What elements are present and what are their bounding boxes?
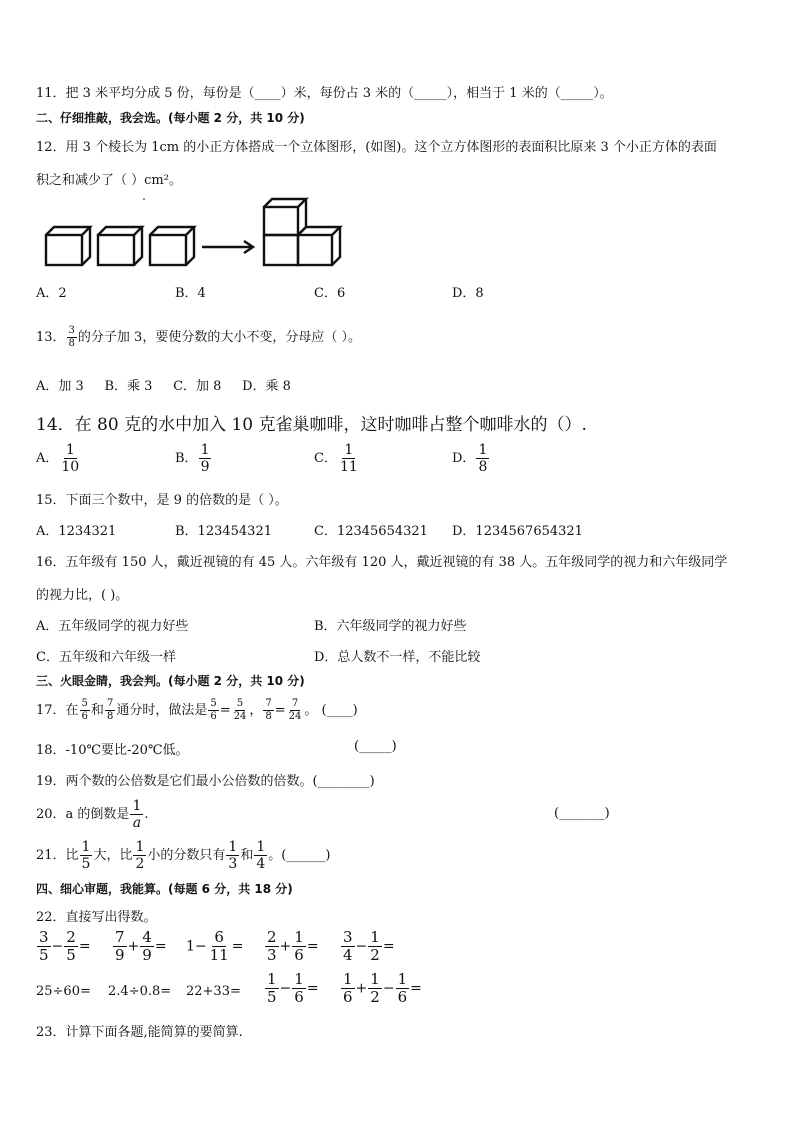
q14-option-b[interactable]: B． $\frac{1}{9}$ — [175, 442, 210, 475]
question-11: 11．把 3 米平均分成 5 份，每份是（____）米，每份占 3 米的（_____），相当于 1 米的（_____）。 — [36, 86, 613, 101]
calc-item[interactable]: $\frac{3}{4}$ − $\frac{1}{2}$ = — [343, 928, 395, 964]
cube-icon — [98, 227, 142, 265]
calc-item[interactable]: 1− $\frac{6}{11}$ = — [186, 928, 244, 964]
q12-option-b[interactable]: B．4 — [175, 286, 206, 301]
q15-option-b[interactable]: B．123454321 — [175, 524, 272, 539]
q12-option-c[interactable]: C．6 — [314, 286, 346, 301]
q14-option-d[interactable]: D． $\frac{1}{8}$ — [452, 442, 488, 475]
calc-item[interactable]: $\frac{2}{3}$ + $\frac{1}{6}$ = — [267, 928, 319, 964]
calc-item[interactable]: $\frac{7}{9}$ + $\frac{4}{9}$ = — [115, 928, 167, 964]
question-13: 13． $\frac{3}{8}$ 的分子加 3，要使分数的大小不变，分母应（ ）。 — [36, 325, 361, 349]
section-2-heading: 二、仔细推敲，我会选。(每小题 2 分，共 10 分) — [36, 111, 305, 125]
combined-cube-icon — [264, 199, 340, 265]
q12-option-d[interactable]: D．8 — [452, 286, 484, 301]
calc-item[interactable]: $\frac{1}{6}$ + $\frac{1}{2}$ − $\frac{1}{6}$ = — [343, 970, 422, 1006]
question-15: 15．下面三个数中，是 9 的倍数的是（ ）。 — [36, 493, 288, 508]
cube-icon — [150, 227, 194, 265]
calc-item[interactable]: $\frac{3}{5}$ − $\frac{2}{5}$ = — [39, 928, 91, 964]
calc-item[interactable]: $\frac{1}{5}$ − $\frac{1}{6}$ = — [267, 970, 319, 1006]
q15-option-a[interactable]: A．1234321 — [36, 524, 117, 539]
arrow-icon — [202, 241, 253, 253]
question-20: 20．a 的倒数是 $\frac{1}{a}$ . — [36, 798, 149, 831]
question-22: 22．直接写出得数。 — [36, 910, 157, 925]
q15-option-c[interactable]: C．12345654321 — [314, 524, 428, 539]
section-3-heading: 三、火眼金睛，我会判。(每小题 2 分，共 10 分) — [36, 674, 305, 688]
calc-item[interactable]: 25÷60= — [36, 984, 91, 999]
cube-icon — [46, 227, 90, 265]
answer-blank[interactable]: _____ — [414, 86, 447, 101]
q20-answer-blank[interactable]: (_______) — [554, 806, 610, 821]
q15-option-d[interactable]: D．1234567654321 — [452, 524, 583, 539]
q13-options[interactable]: A．加 3 B．乘 3 C．加 8 D．乘 8 — [36, 379, 291, 394]
answer-blank[interactable]: _____ — [560, 86, 594, 101]
q16-option-a[interactable]: A．五年级同学的视力好些 — [36, 619, 189, 634]
q14-option-c[interactable]: C． $\frac{1}{11}$ — [314, 442, 358, 475]
question-14: 14．在 80 克的水中加入 10 克雀巢咖啡，这时咖啡占整个咖啡水的（）. — [36, 415, 587, 435]
cube-figure — [40, 195, 350, 270]
question-17: 17．在 $\frac{5}{6}$ 和 $\frac{7}{8}$ 通分时，做法是 $\frac{5}{6}$ = $\frac{5}{24}$ ， $\frac{7}{8}$ = $\frac{7}{24}$ 。 (____) — [36, 698, 358, 722]
question-12-line2: 积之和减少了（ ）cm²。 — [36, 173, 182, 188]
answer-blank[interactable]: ____ — [254, 86, 281, 101]
question-19: 19．两个数的公倍数是它们最小公倍数的倍数。(________) — [36, 774, 375, 789]
q14-option-a[interactable]: A． $\frac{1}{10}$ — [36, 442, 80, 475]
section-4-heading: 四、细心审题，我能算。(每题 6 分，共 18 分) — [36, 882, 293, 896]
question-12-line1: 12．用 3 个棱长为 1cm 的小正方体搭成一个立体图形，(如图)。这个立方体图形的表面积比原来 3 个小正方体的表面 — [36, 140, 717, 155]
q16-option-b[interactable]: B．六年级同学的视力好些 — [314, 619, 467, 634]
question-18: 18．-10℃要比-20℃低。 — [36, 743, 189, 758]
q12-option-a[interactable]: A．2 — [36, 286, 67, 301]
q16-option-d[interactable]: D．总人数不一样，不能比较 — [314, 650, 481, 665]
q16-option-c[interactable]: C．五年级和六年级一样 — [36, 650, 176, 665]
question-23: 23．计算下面各题,能简算的要简算. — [36, 1025, 243, 1040]
calc-item[interactable]: 22+33= — [186, 984, 241, 999]
q18-answer-blank[interactable]: (_____) — [354, 739, 397, 754]
answer-blank[interactable]: 。 (____) — [304, 703, 358, 718]
question-16-line1: 16．五年级有 150 人，戴近视镜的有 45 人。六年级有 120 人，戴近视镜的有 38 人。五年级同学的视力和六年级同学 — [36, 555, 728, 570]
answer-blank[interactable]: 。(______) — [268, 848, 331, 863]
calc-item[interactable]: 2.4÷0.8= — [108, 984, 172, 999]
question-16-line2: 的视力比，( )。 — [36, 588, 129, 603]
question-21: 21．比 $\frac{1}{5}$ 大，比 $\frac{1}{2}$ 小的分数只有 $\frac{1}{3}$ 和 $\frac{1}{4}$ 。(______) — [36, 839, 331, 872]
